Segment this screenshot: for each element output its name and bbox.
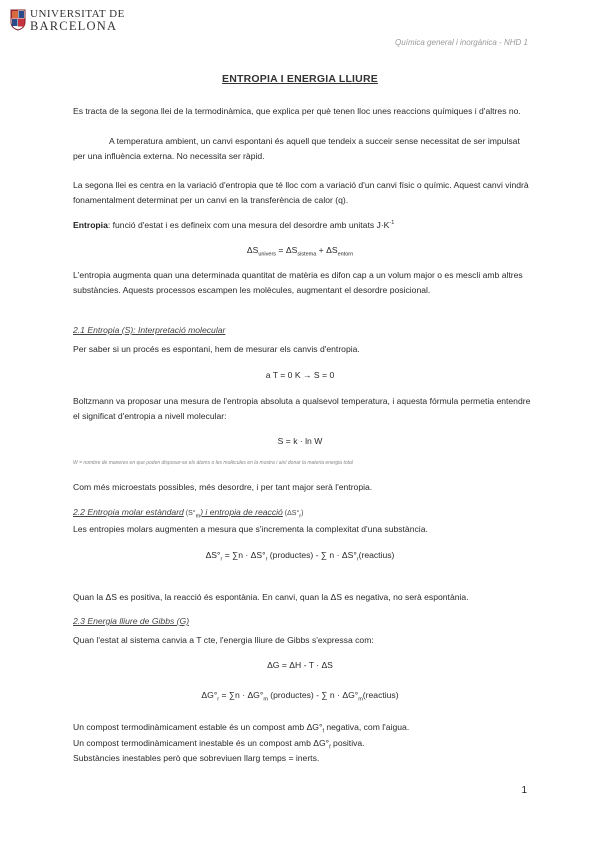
entropy-def-sup: -1 [389,220,395,226]
unstable-line-sub: f [329,744,331,751]
unstable-line-b: positiva. [330,738,365,748]
eq22-c-sub: r [356,556,359,563]
eq23-c-sub: m [358,696,363,703]
eq-lhs: ΔS [246,245,259,255]
eq23-a: ΔG° [201,690,218,700]
eq-lhs-sub: univers [258,251,277,258]
eq-mid: = ΔS [276,245,298,255]
stable-line-sub: f [322,728,324,735]
entropy-term: Entropia [73,219,108,230]
page-title: ENTROPIA I ENERGIA LLIURE [222,73,378,85]
page-number: 1 [521,785,527,796]
entropy-definition [73,216,531,233]
logo-line2: BARCELONA [30,19,118,33]
eq22-c: (productes) - ∑ n · ΔS° [267,550,357,560]
eq22-a-sub: r [220,556,223,563]
eq-rhs: + ΔS [316,245,338,255]
heading-2-2-e: ) [301,510,304,517]
unstable-line-a: Un compost termodinàmicament inestable és un compost amb ΔG° [73,738,330,748]
section-2-1-paragraph-3: Com més microestats possibles, més desordre, i per tant major serà l'entropia. [73,482,373,492]
section-2-3-paragraph-1: Quan l'estat al sistema canvia a T cte, l'energia lliure de Gibbs s'expressa com: [73,635,374,645]
running-header: Química general i inorgànica - NHD 1 [395,38,528,47]
intro-paragraph-1: Es tracta de la segona llei de la termodinàmica, que explica per què tenen lloc unes reaccions químiques i d'altres no. [73,106,521,116]
intro-paragraph-3: La segona llei es centra en la variació d'entropia que té lloc com a variació d'un canvi físic o químic. Aquest canvi vindrà fonamentalment determinat per un canvi en la transferència de calor (q). [73,180,529,205]
heading-2-2-b-sub: m [195,513,201,520]
stable-line-a: Un compost termodinàmicament estable és un compost amb ΔG° [73,722,323,732]
inert-line: Substàncies inestables però que sobreviuen llarg temps = inerts. [73,753,320,763]
heading-2-2-b: (S° [183,510,196,517]
section-2-2-equation [0,550,600,563]
stable-line-b: negativa, com l'aigua. [323,722,410,732]
section-2-1-heading: 2.1 Entropia (S): Interpretació molecular [73,325,226,335]
section-2-1-equation-1: a T = 0 K → S = 0 [265,370,335,380]
entropy-paragraph: L'entropia augmenta quan una determinada quantitat de matèria es difon cap a un volum major o es mescli amb altres substàncies. Aquests processos escampen les molècules, augmentant el desordre posicional. [73,270,523,295]
heading-2-2-d: (ΔS° [282,510,300,517]
eq22-d: (reactius) [358,550,395,560]
heading-2-2-d-sub: r [299,513,302,520]
eq22-b-sub: r [265,556,268,563]
shield-icon [10,9,26,31]
section-2-1-paragraph-2: Boltzmann va proposar una mesura de l'entropia absoluta a qualsevol temperatura, i aquesta fórmula permetia entendre el significat d'entropia a nivell molecular: [73,396,531,421]
gibbs-equation-2 [0,690,600,703]
section-2-1-paragraph-1: Per saber si un procés es espontani, hem de mesurar els canvis d'entropia. [73,344,360,354]
eq22-a: ΔS° [205,550,221,560]
entropy-def-text: : funció d'estat i es defineix com una mesura del desordre amb unitats J·K [107,219,390,230]
logo-line1: UNIVERSITAT DE [30,8,125,20]
eq23-b: = ∑n · ΔG° [219,690,264,700]
section-2-2-paragraph-2: Quan la ΔS es positiva, la reacció és espontània. En canvi, quan la ΔS es negativa, no serà espontània. [73,592,469,602]
eq-rhs-sub: entorn [337,251,354,258]
boltzmann-note: W = nombre de maneres en que poden disposar-se els àtoms o les molècules en la mostra i així donar la materia energia total [73,460,353,466]
section-2-3-heading: 2.3 Energia lliure de Gibbs (G) [73,616,190,626]
gibbs-equation-1: ΔG = ΔH - T · ΔS [267,660,333,670]
heading-2-2-c: ) i entropia de reacció [200,507,283,517]
intro-paragraph-2: A temperatura ambient, un canvi espontani és aquell que tendeix a succeir sense necessitat de ser impulsat per una influència externa. No necessita ser ràpid. [73,136,520,161]
section-2-1-equation-2: S = k · ln W [277,436,323,446]
eq23-b-sub: m [263,696,268,703]
eq23-a-sub: r [217,696,220,703]
eq22-b: = ∑n · ΔS° [222,550,266,560]
eq23-d: (reactius) [362,690,399,700]
eq23-c: (productes) - ∑ n · ΔG° [267,690,359,700]
entropy-equation [0,245,600,258]
heading-2-2-a: 2.2 Entropia molar estàndard [73,507,184,517]
university-logo [10,8,130,34]
eq-mid-sub: sistema [297,251,317,258]
section-2-2-paragraph-1: Les entropies molars augmenten a mesura que s'incrementa la complexitat d'una substància. [73,524,428,534]
